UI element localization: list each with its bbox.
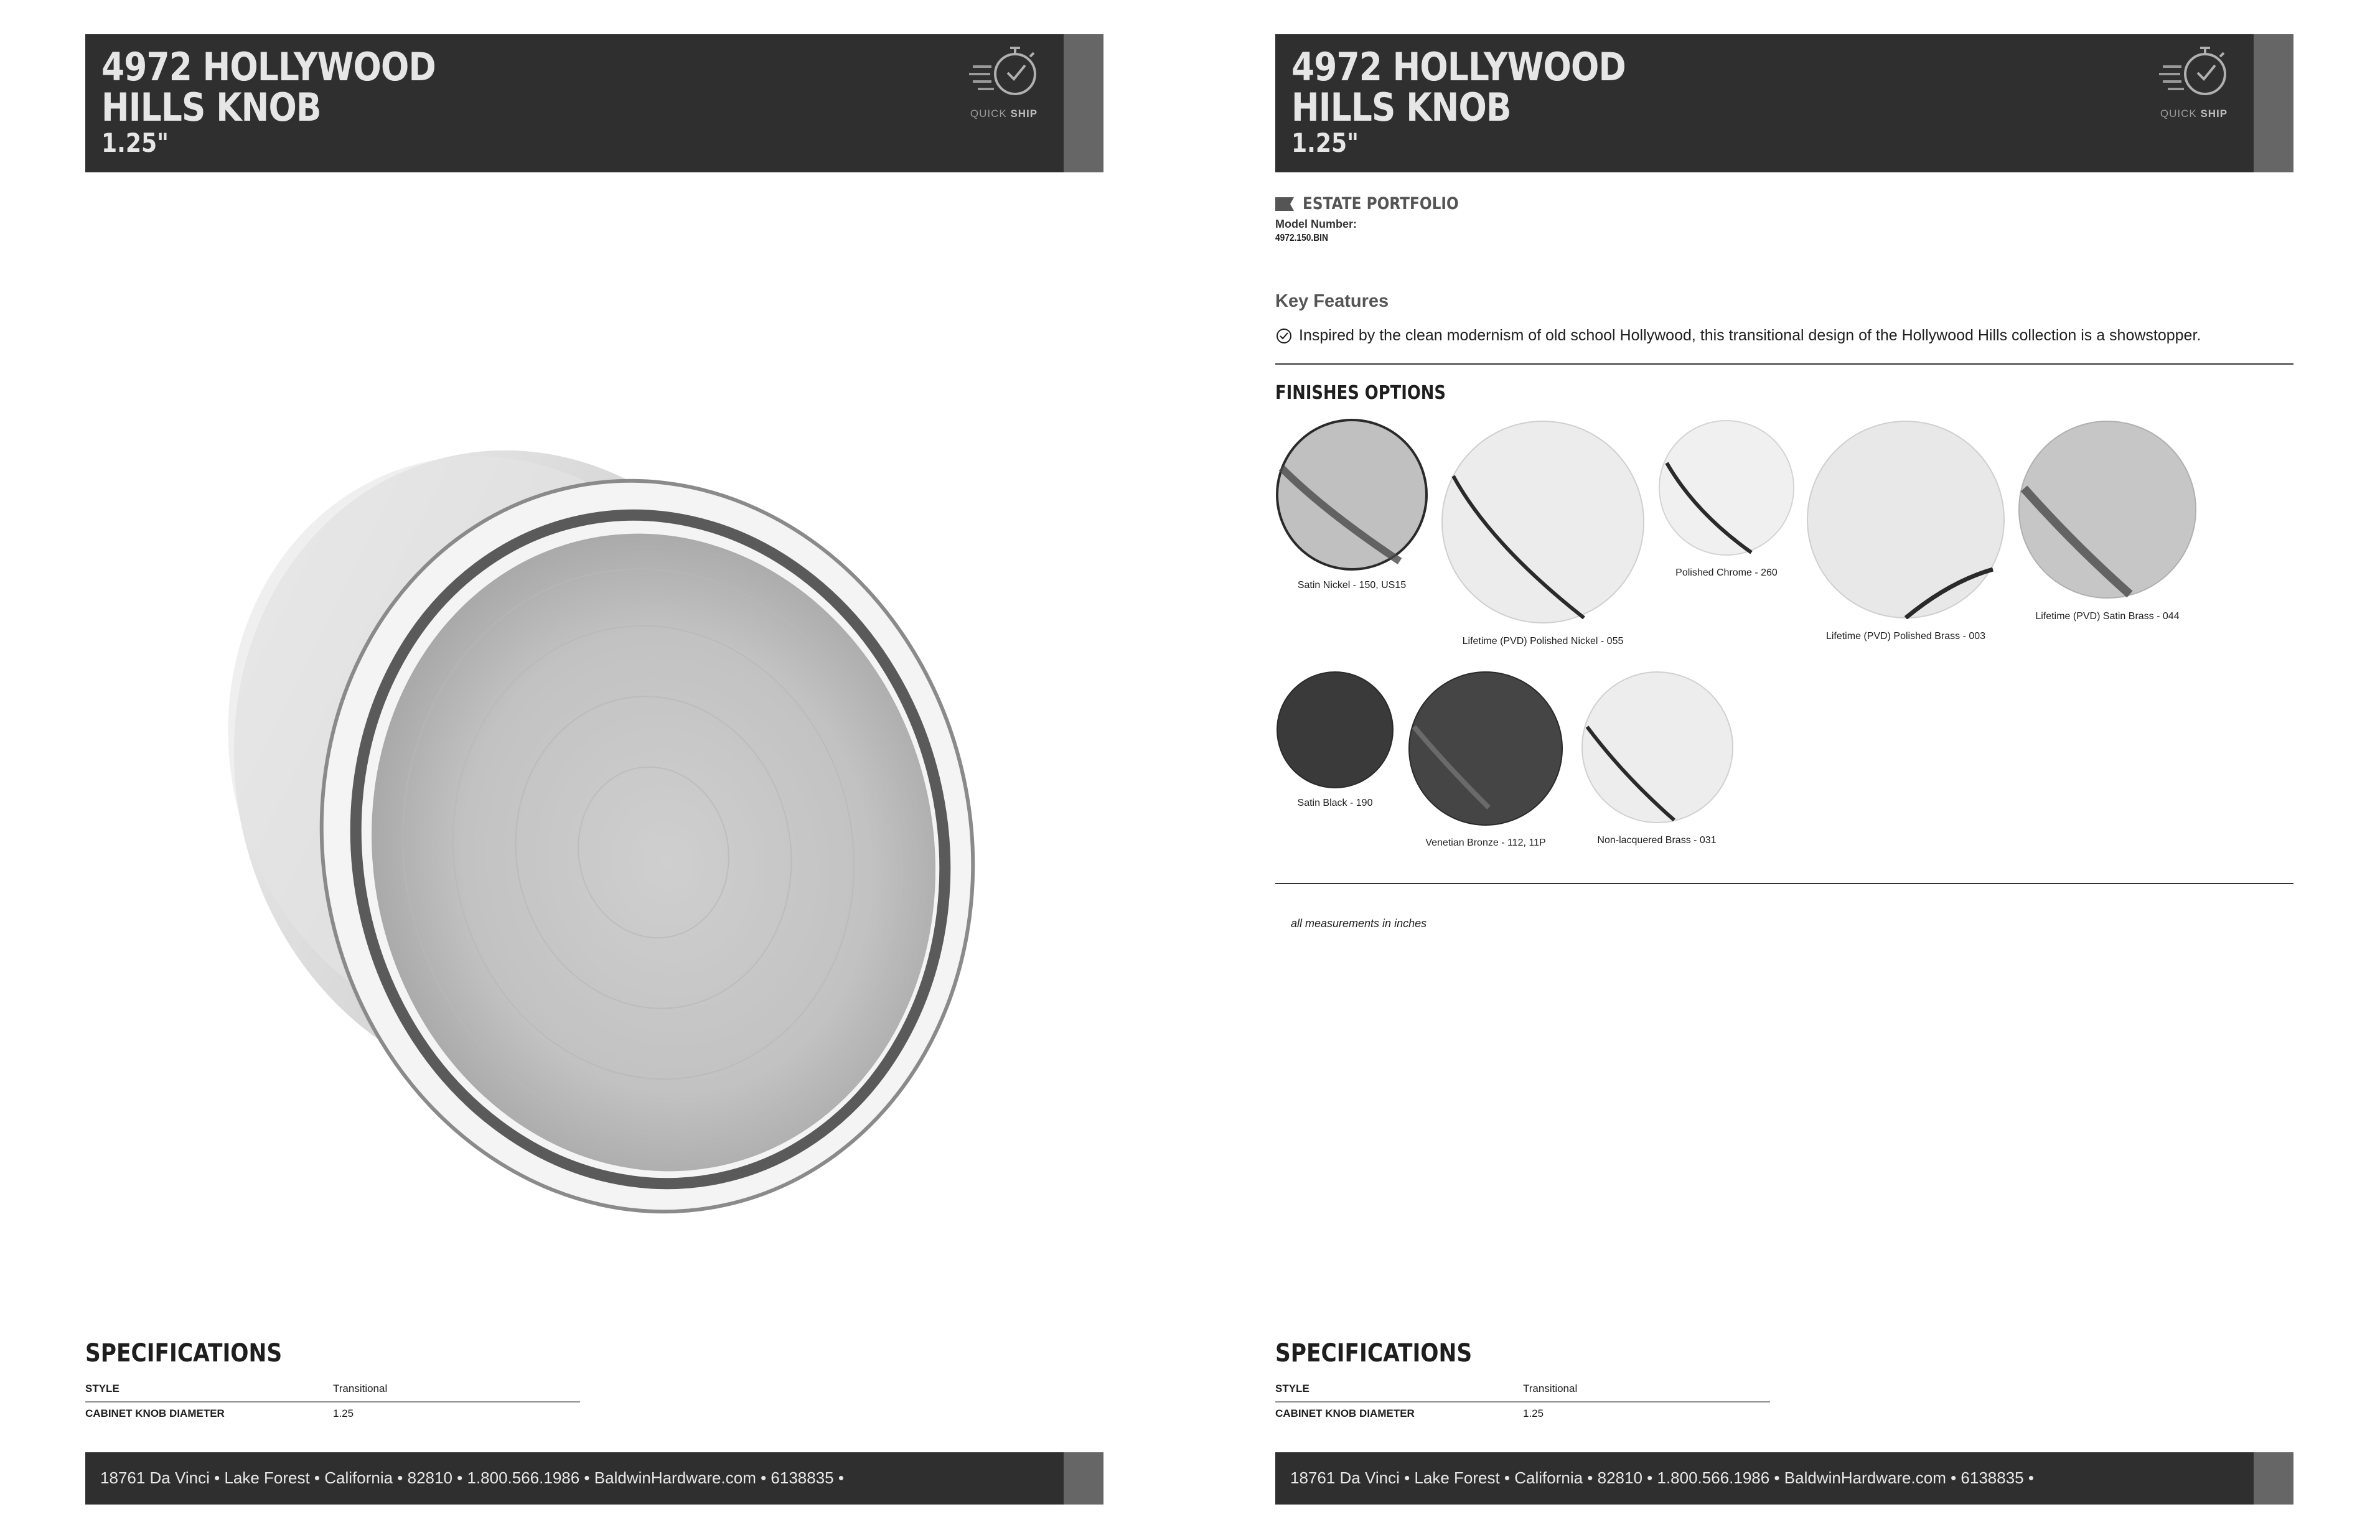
finish-swatch-polished-nickel xyxy=(1441,420,1645,624)
spec-row-diameter xyxy=(85,1405,580,1426)
footer-edge xyxy=(1064,1452,1103,1505)
model-number-value: 4972.150.BIN xyxy=(1275,233,1328,243)
measurement-note: all measurements in inches xyxy=(1291,917,1427,930)
spec-label: CABINET KNOB DIAMETER xyxy=(85,1407,225,1419)
spec-row-style xyxy=(1275,1380,1770,1402)
title-line-1: 4972 HOLLYWOOD xyxy=(101,44,436,90)
footer-bar xyxy=(85,1452,1103,1505)
spec-label: STYLE xyxy=(1275,1383,1309,1394)
footer-bar xyxy=(1275,1452,2293,1505)
footer-address: 18761 Da Vinci • Lake Forest • California • 82810 • 1.800.566.1986 • BaldwinHardware.com • 6138835 • xyxy=(100,1468,844,1487)
key-features-title: Key Features xyxy=(1275,291,1389,311)
finish-swatch-satin-nickel xyxy=(1275,418,1428,571)
finish-label: Lifetime (PVD) Satin Brass - 044 xyxy=(2035,611,2180,622)
finish-swatch-satin-brass xyxy=(2018,420,2197,599)
header-bar xyxy=(1275,34,2293,172)
finish-label: Polished Chrome - 260 xyxy=(1675,567,1778,578)
spec-label: CABINET KNOB DIAMETER xyxy=(1275,1407,1415,1419)
finish-swatch-non-lacquered-brass xyxy=(1581,671,1734,824)
spec-row-style xyxy=(85,1380,580,1402)
feature-item xyxy=(1275,327,2201,345)
portfolio-heading xyxy=(1275,194,1484,213)
spec-value: 1.25 xyxy=(1523,1407,1544,1419)
finishes-title: FINISHES OPTIONS xyxy=(1275,382,1446,404)
finish-label: Lifetime (PVD) Polished Nickel - 055 xyxy=(1462,636,1624,646)
product-title xyxy=(101,44,436,130)
finish-swatch-polished-chrome xyxy=(1658,419,1795,556)
quick-ship-label: QUICK SHIP xyxy=(970,108,1038,119)
spec-row-diameter xyxy=(1275,1405,1770,1426)
finish-swatch-polished-brass xyxy=(1806,420,2005,619)
product-title xyxy=(1291,44,1626,130)
header-edge xyxy=(1064,34,1103,172)
product-size: 1.25" xyxy=(101,128,169,158)
flag-icon xyxy=(1275,197,1294,211)
specifications-title: SPECIFICATIONS xyxy=(1275,1339,1473,1368)
feature-text: Inspired by the clean modernism of old school Hollywood, this transitional design of the Hollywood Hills collection is a showstopper. xyxy=(1299,327,2201,344)
spec-label: STYLE xyxy=(85,1383,119,1394)
finish-swatch-venetian-bronze xyxy=(1408,671,1563,826)
portfolio-name: ESTATE PORTFOLIO xyxy=(1303,194,1459,213)
finish-label: Lifetime (PVD) Polished Brass - 003 xyxy=(1825,631,1986,642)
stopwatch-icon xyxy=(2157,42,2231,104)
footer-address: 18761 Da Vinci • Lake Forest • California • 82810 • 1.800.566.1986 • BaldwinHardware.com • 6138835 • xyxy=(1290,1468,2034,1487)
finish-label: Venetian Bronze - 112, 11P xyxy=(1425,838,1546,848)
model-number-label: Model Number: xyxy=(1275,218,1357,230)
header-edge xyxy=(2254,34,2293,172)
specifications-title: SPECIFICATIONS xyxy=(85,1339,283,1368)
finish-swatch-satin-black xyxy=(1276,671,1394,789)
header-bar xyxy=(85,34,1103,172)
divider xyxy=(1275,883,2293,884)
spec-value: Transitional xyxy=(1523,1383,1578,1394)
title-line-2: HILLS KNOB xyxy=(1291,85,1511,130)
check-circle-icon xyxy=(1275,327,1293,345)
footer-edge xyxy=(2254,1452,2293,1505)
spec-value: 1.25 xyxy=(333,1407,354,1419)
finish-label: Satin Nickel - 150, US15 xyxy=(1297,580,1407,590)
knob-product-image xyxy=(199,423,1008,1220)
stopwatch-icon xyxy=(967,42,1041,104)
quick-ship-label: QUICK SHIP xyxy=(2160,108,2228,119)
product-size: 1.25" xyxy=(1291,128,1359,158)
spec-value: Transitional xyxy=(333,1383,388,1394)
title-line-2: HILLS KNOB xyxy=(101,85,321,130)
spec-sheet-page-details xyxy=(1190,0,2380,1540)
finish-label: Satin Black - 190 xyxy=(1297,798,1373,808)
divider xyxy=(1275,363,2293,365)
title-line-1: 4972 HOLLYWOOD xyxy=(1291,44,1626,90)
finish-label: Non-lacquered Brass - 031 xyxy=(1597,835,1717,846)
